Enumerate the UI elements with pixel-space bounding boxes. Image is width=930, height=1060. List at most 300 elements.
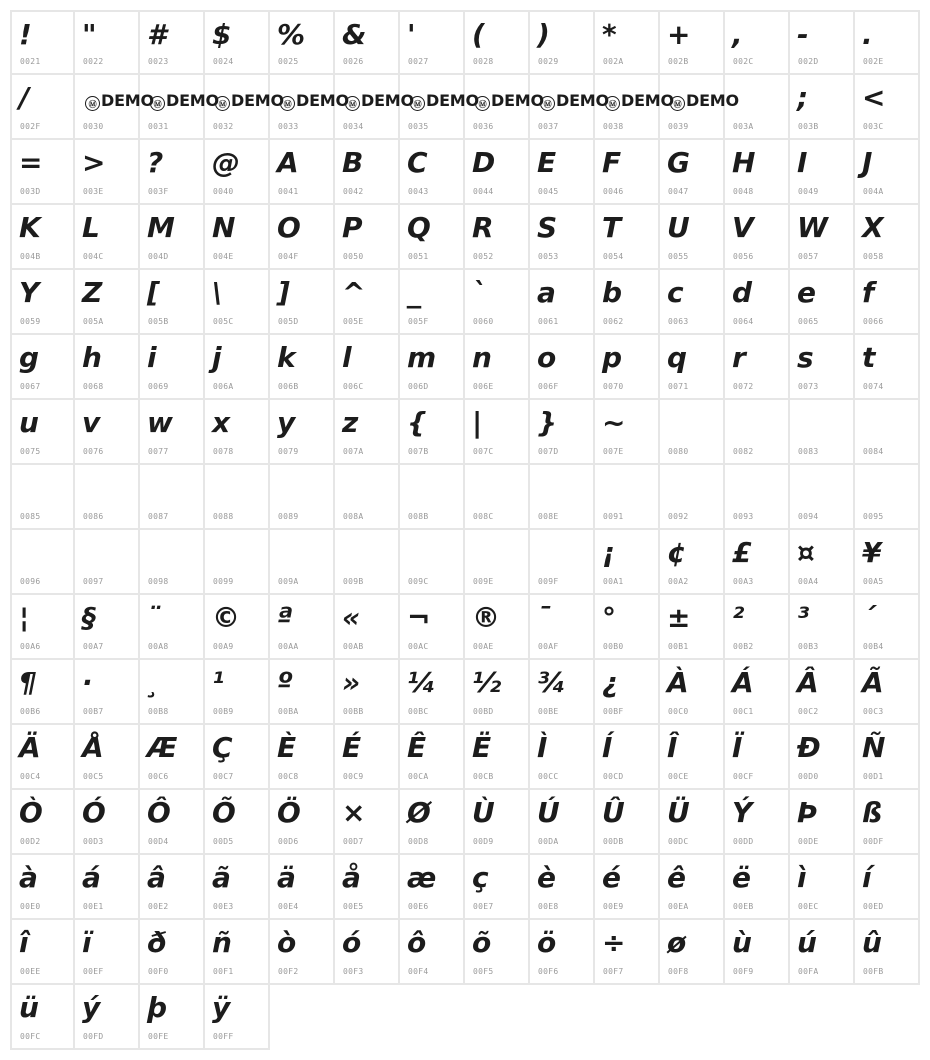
glyph-code-label: 0024 xyxy=(213,57,234,66)
glyph-cell-00cd[interactable] xyxy=(595,725,660,790)
glyph-cell-00fa[interactable] xyxy=(790,920,855,985)
glyph-cell-009c[interactable] xyxy=(400,530,465,595)
glyph-cell-00dd[interactable] xyxy=(725,790,790,855)
glyph-cell-00e0[interactable] xyxy=(10,855,75,920)
glyph-code-label: 0063 xyxy=(668,317,689,326)
glyph-cell-0040[interactable] xyxy=(205,140,270,205)
glyph-cell-004b[interactable] xyxy=(10,205,75,270)
glyph-preview: Ø xyxy=(407,796,431,829)
glyph-preview: ¥ xyxy=(862,536,882,569)
glyph-cell-00ab[interactable] xyxy=(335,595,400,660)
glyph-cell-0052[interactable] xyxy=(465,205,530,270)
glyph-cell-003e[interactable] xyxy=(75,140,140,205)
glyph-preview: B xyxy=(342,146,364,179)
glyph-cell-00a1[interactable] xyxy=(595,530,660,595)
glyph-cell-0080[interactable] xyxy=(660,400,725,465)
glyph-cell-0084[interactable] xyxy=(855,400,920,465)
glyph-cell-00d8[interactable] xyxy=(400,790,465,855)
glyph-preview: é xyxy=(602,861,621,894)
glyph-cell-00a9[interactable] xyxy=(205,595,270,660)
glyph-cell-00e9[interactable] xyxy=(595,855,660,920)
glyph-cell-0043[interactable] xyxy=(400,140,465,205)
glyph-preview: Æ xyxy=(147,731,178,764)
glyph-cell-0035[interactable] xyxy=(400,75,479,140)
glyph-code-label: 00EE xyxy=(20,967,41,976)
glyph-cell-0085[interactable] xyxy=(10,465,75,530)
glyph-code-label: 00D4 xyxy=(148,837,169,846)
glyph-cell-00b8[interactable] xyxy=(140,660,205,725)
glyph-cell-00d9[interactable] xyxy=(465,790,530,855)
glyph-code-label: 007A xyxy=(343,447,364,456)
glyph-cell-003c[interactable] xyxy=(855,75,920,140)
glyph-cell-00e7[interactable] xyxy=(465,855,530,920)
glyph-cell-0095[interactable] xyxy=(855,465,920,530)
demo-watermark xyxy=(150,91,219,111)
glyph-code-label: 00B1 xyxy=(668,642,689,651)
glyph-cell-00c7[interactable] xyxy=(205,725,270,790)
glyph-cell-00a6[interactable] xyxy=(10,595,75,660)
glyph-cell-0039[interactable] xyxy=(660,75,739,140)
glyph-code-label: 0023 xyxy=(148,57,169,66)
demo-watermark-text: DEMO xyxy=(361,91,414,110)
glyph-code-label: 0093 xyxy=(733,512,754,521)
glyph-cell-0053[interactable] xyxy=(530,205,595,270)
glyph-preview: Ô xyxy=(147,796,171,829)
glyph-preview: î xyxy=(19,926,29,959)
glyph-cell-007c[interactable] xyxy=(465,400,530,465)
glyph-code-label: 00A2 xyxy=(668,577,689,586)
glyph-cell-0037[interactable] xyxy=(530,75,609,140)
glyph-cell-004a[interactable] xyxy=(855,140,920,205)
glyph-cell-00c3[interactable] xyxy=(855,660,920,725)
glyph-cell-0048[interactable] xyxy=(725,140,790,205)
glyph-cell-006c[interactable] xyxy=(335,335,400,400)
glyph-cell-0024[interactable] xyxy=(205,10,270,75)
glyph-code-label: 00B4 xyxy=(863,642,884,651)
glyph-cell-00ba[interactable] xyxy=(270,660,335,725)
glyph-cell-0022[interactable] xyxy=(75,10,140,75)
glyph-cell-0046[interactable] xyxy=(595,140,660,205)
glyph-cell-00ae[interactable] xyxy=(465,595,530,660)
glyph-cell-00d0[interactable] xyxy=(790,725,855,790)
glyph-cell-007a[interactable] xyxy=(335,400,400,465)
glyph-code-label: 00B8 xyxy=(148,707,169,716)
glyph-cell-00b6[interactable] xyxy=(10,660,75,725)
glyph-preview: ê xyxy=(667,861,686,894)
glyph-code-label: 0084 xyxy=(863,447,884,456)
glyph-cell-00c1[interactable] xyxy=(725,660,790,725)
glyph-cell-003d[interactable] xyxy=(10,140,75,205)
glyph-cell-0027[interactable] xyxy=(400,10,465,75)
glyph-cell-004d[interactable] xyxy=(140,205,205,270)
glyph-cell-0057[interactable] xyxy=(790,205,855,270)
glyph-preview: ~ xyxy=(602,406,626,439)
glyph-cell-0029[interactable] xyxy=(530,10,595,75)
glyph-cell-00e8[interactable] xyxy=(530,855,595,920)
glyph-code-label: 009F xyxy=(538,577,559,586)
glyph-cell-0066[interactable] xyxy=(855,270,920,335)
glyph-cell-00be[interactable] xyxy=(530,660,595,725)
glyph-cell-0069[interactable] xyxy=(140,335,205,400)
glyph-cell-0056[interactable] xyxy=(725,205,790,270)
glyph-code-label: 0068 xyxy=(83,382,104,391)
glyph-preview: s xyxy=(797,341,814,374)
glyph-code-label: 004C xyxy=(83,252,104,261)
glyph-cell-002c[interactable] xyxy=(725,10,790,75)
glyph-cell-006a[interactable] xyxy=(205,335,270,400)
glyph-cell-00f5[interactable] xyxy=(465,920,530,985)
glyph-cell-009b[interactable] xyxy=(335,530,400,595)
glyph-cell-0049[interactable] xyxy=(790,140,855,205)
glyph-preview: ¡ xyxy=(602,536,615,569)
glyph-code-label: 00DB xyxy=(603,837,624,846)
glyph-cell-00f8[interactable] xyxy=(660,920,725,985)
glyph-cell-003f[interactable] xyxy=(140,140,205,205)
glyph-cell-009f[interactable] xyxy=(530,530,595,595)
glyph-cell-00b3[interactable] xyxy=(790,595,855,660)
glyph-cell-006d[interactable] xyxy=(400,335,465,400)
glyph-cell-005f[interactable] xyxy=(400,270,465,335)
glyph-code-label: 00E7 xyxy=(473,902,494,911)
glyph-code-label: 004F xyxy=(278,252,299,261)
glyph-cell-0036[interactable] xyxy=(465,75,544,140)
glyph-cell-003b[interactable] xyxy=(790,75,855,140)
glyph-preview: q xyxy=(667,341,688,374)
glyph-cell-006f[interactable] xyxy=(530,335,595,400)
glyph-code-label: 00E6 xyxy=(408,902,429,911)
glyph-cell-0068[interactable] xyxy=(75,335,140,400)
glyph-cell-0032[interactable] xyxy=(205,75,284,140)
glyph-cell-00e4[interactable] xyxy=(270,855,335,920)
glyph-cell-009a[interactable] xyxy=(270,530,335,595)
glyph-cell-0099[interactable] xyxy=(205,530,270,595)
glyph-cell-002e[interactable] xyxy=(855,10,920,75)
glyph-cell-007b[interactable] xyxy=(400,400,465,465)
glyph-cell-0055[interactable] xyxy=(660,205,725,270)
glyph-code-label: 00FD xyxy=(83,1032,104,1041)
glyph-cell-005a[interactable] xyxy=(75,270,140,335)
glyph-cell-00f7[interactable] xyxy=(595,920,660,985)
glyph-cell-007d[interactable] xyxy=(530,400,595,465)
glyph-preview: ª xyxy=(277,601,293,634)
glyph-cell-00a4[interactable] xyxy=(790,530,855,595)
glyph-cell-0064[interactable] xyxy=(725,270,790,335)
glyph-cell-0034[interactable] xyxy=(335,75,414,140)
glyph-preview: ÷ xyxy=(602,926,626,959)
glyph-cell-009e[interactable] xyxy=(465,530,530,595)
glyph-cell-0038[interactable] xyxy=(595,75,674,140)
glyph-cell-0072[interactable] xyxy=(725,335,790,400)
glyph-preview: å xyxy=(342,861,361,894)
glyph-cell-00e2[interactable] xyxy=(140,855,205,920)
glyph-code-label: 00FA xyxy=(798,967,819,976)
glyph-code-label: 0050 xyxy=(343,252,364,261)
glyph-cell-0074[interactable] xyxy=(855,335,920,400)
glyph-cell-0075[interactable] xyxy=(10,400,75,465)
glyph-cell-00cc[interactable] xyxy=(530,725,595,790)
glyph-cell-00ac[interactable] xyxy=(400,595,465,660)
glyph-cell-0071[interactable] xyxy=(660,335,725,400)
glyph-cell-00f0[interactable] xyxy=(140,920,205,985)
glyph-preview: § xyxy=(82,601,96,634)
glyph-cell-00aa[interactable] xyxy=(270,595,335,660)
glyph-cell-0030[interactable] xyxy=(75,75,154,140)
glyph-cell-00a8[interactable] xyxy=(140,595,205,660)
glyph-code-label: 0097 xyxy=(83,577,104,586)
glyph-preview: ¬ xyxy=(407,601,431,634)
glyph-preview: i xyxy=(147,341,157,374)
demo-watermark xyxy=(670,91,739,111)
glyph-cell-00ea[interactable] xyxy=(660,855,725,920)
glyph-cell-0078[interactable] xyxy=(205,400,270,465)
glyph-cell-0091[interactable] xyxy=(595,465,660,530)
glyph-code-label: 00D9 xyxy=(473,837,494,846)
glyph-code-label: 0089 xyxy=(278,512,299,521)
glyph-preview: L xyxy=(82,211,100,244)
glyph-cell-0047[interactable] xyxy=(660,140,725,205)
glyph-cell-0065[interactable] xyxy=(790,270,855,335)
glyph-cell-0083[interactable] xyxy=(790,400,855,465)
glyph-cell-005b[interactable] xyxy=(140,270,205,335)
glyph-cell-0058[interactable] xyxy=(855,205,920,270)
glyph-cell-00a7[interactable] xyxy=(75,595,140,660)
glyph-cell-0086[interactable] xyxy=(75,465,140,530)
glyph-cell-0096[interactable] xyxy=(10,530,75,595)
glyph-row xyxy=(10,530,920,595)
glyph-cell-00b0[interactable] xyxy=(595,595,660,660)
glyph-code-label: 0069 xyxy=(148,382,169,391)
glyph-cell-0054[interactable] xyxy=(595,205,660,270)
glyph-cell-0044[interactable] xyxy=(465,140,530,205)
glyph-cell-0060[interactable] xyxy=(465,270,530,335)
glyph-cell-00f3[interactable] xyxy=(335,920,400,985)
demo-watermark xyxy=(410,91,479,111)
glyph-cell-0097[interactable] xyxy=(75,530,140,595)
glyph-cell-00b2[interactable] xyxy=(725,595,790,660)
glyph-code-label: 0080 xyxy=(668,447,689,456)
glyph-cell-0094[interactable] xyxy=(790,465,855,530)
glyph-cell-00f9[interactable] xyxy=(725,920,790,985)
glyph-code-label: 002E xyxy=(863,57,884,66)
glyph-cell-00cf[interactable] xyxy=(725,725,790,790)
glyph-cell-002b[interactable] xyxy=(660,10,725,75)
glyph-cell-0021[interactable] xyxy=(10,10,75,75)
glyph-code-label: 008A xyxy=(343,512,364,521)
glyph-cell-0059[interactable] xyxy=(10,270,75,335)
glyph-cell-002d[interactable] xyxy=(790,10,855,75)
glyph-code-label: 00C0 xyxy=(668,707,689,716)
glyph-code-label: 0061 xyxy=(538,317,559,326)
glyph-code-label: 00FC xyxy=(20,1032,41,1041)
glyph-cell-00a3[interactable] xyxy=(725,530,790,595)
glyph-cell-004e[interactable] xyxy=(205,205,270,270)
glyph-cell-0041[interactable] xyxy=(270,140,335,205)
glyph-cell-00d7[interactable] xyxy=(335,790,400,855)
glyph-cell-0045[interactable] xyxy=(530,140,595,205)
glyph-preview: Û xyxy=(602,796,625,829)
glyph-code-label: 0049 xyxy=(798,187,819,196)
glyph-cell-005e[interactable] xyxy=(335,270,400,335)
glyph-code-label: 00CC xyxy=(538,772,559,781)
glyph-code-label: 00EF xyxy=(83,967,104,976)
glyph-cell-005d[interactable] xyxy=(270,270,335,335)
glyph-preview: ® xyxy=(472,601,500,634)
glyph-cell-0023[interactable] xyxy=(140,10,205,75)
glyph-cell-00e1[interactable] xyxy=(75,855,140,920)
glyph-cell-00eb[interactable] xyxy=(725,855,790,920)
glyph-preview: » xyxy=(342,666,361,699)
glyph-code-label: 00A5 xyxy=(863,577,884,586)
glyph-code-label: 0074 xyxy=(863,382,884,391)
glyph-cell-00b9[interactable] xyxy=(205,660,270,725)
glyph-cell-0025[interactable] xyxy=(270,10,335,75)
glyph-preview: × xyxy=(342,796,366,829)
glyph-cell-00bb[interactable] xyxy=(335,660,400,725)
glyph-cell-0061[interactable] xyxy=(530,270,595,335)
glyph-cell-00c5[interactable] xyxy=(75,725,140,790)
glyph-cell-008c[interactable] xyxy=(465,465,530,530)
glyph-cell-0088[interactable] xyxy=(205,465,270,530)
glyph-cell-00a5[interactable] xyxy=(855,530,920,595)
glyph-cell-00ca[interactable] xyxy=(400,725,465,790)
glyph-cell-00d3[interactable] xyxy=(75,790,140,855)
glyph-cell-0093[interactable] xyxy=(725,465,790,530)
glyph-preview: Ã xyxy=(862,666,884,699)
glyph-cell-00fe[interactable] xyxy=(140,985,205,1050)
glyph-cell-00bd[interactable] xyxy=(465,660,530,725)
glyph-cell-0092[interactable] xyxy=(660,465,725,530)
glyph-cell-00fc[interactable] xyxy=(10,985,75,1050)
glyph-cell-00b1[interactable] xyxy=(660,595,725,660)
glyph-preview: % xyxy=(277,18,306,51)
glyph-cell-00ff[interactable] xyxy=(205,985,270,1050)
glyph-cell-0082[interactable] xyxy=(725,400,790,465)
glyph-cell-00ef[interactable] xyxy=(75,920,140,985)
glyph-code-label: 006F xyxy=(538,382,559,391)
glyph-cell-00fb[interactable] xyxy=(855,920,920,985)
glyph-cell-0051[interactable] xyxy=(400,205,465,270)
glyph-code-label: 003A xyxy=(733,122,754,131)
glyph-cell-00d2[interactable] xyxy=(10,790,75,855)
glyph-cell-00bc[interactable] xyxy=(400,660,465,725)
glyph-cell-006b[interactable] xyxy=(270,335,335,400)
glyph-cell-00d5[interactable] xyxy=(205,790,270,855)
glyph-cell-0087[interactable] xyxy=(140,465,205,530)
glyph-code-label: 00B0 xyxy=(603,642,624,651)
glyph-cell-00c0[interactable] xyxy=(660,660,725,725)
glyph-cell-00c4[interactable] xyxy=(10,725,75,790)
glyph-cell-0089[interactable] xyxy=(270,465,335,530)
glyph-cell-0062[interactable] xyxy=(595,270,660,335)
glyph-cell-00dc[interactable] xyxy=(660,790,725,855)
glyph-cell-00de[interactable] xyxy=(790,790,855,855)
glyph-cell-00f1[interactable] xyxy=(205,920,270,985)
glyph-cell-00fd[interactable] xyxy=(75,985,140,1050)
glyph-cell-0042[interactable] xyxy=(335,140,400,205)
glyph-preview: ð xyxy=(147,926,167,959)
glyph-cell-0026[interactable] xyxy=(335,10,400,75)
glyph-cell-00f2[interactable] xyxy=(270,920,335,985)
glyph-cell-002a[interactable] xyxy=(595,10,660,75)
glyph-preview: @ xyxy=(212,146,240,179)
glyph-cell-00da[interactable] xyxy=(530,790,595,855)
glyph-cell-00f6[interactable] xyxy=(530,920,595,985)
glyph-cell-00db[interactable] xyxy=(595,790,660,855)
glyph-cell-00b7[interactable] xyxy=(75,660,140,725)
glyph-cell-00ec[interactable] xyxy=(790,855,855,920)
glyph-cell-0028[interactable] xyxy=(465,10,530,75)
glyph-cell-0073[interactable] xyxy=(790,335,855,400)
glyph-cell-008b[interactable] xyxy=(400,465,465,530)
glyph-cell-004c[interactable] xyxy=(75,205,140,270)
glyph-cell-00f4[interactable] xyxy=(400,920,465,985)
glyph-cell-00ce[interactable] xyxy=(660,725,725,790)
glyph-cell-0031[interactable] xyxy=(140,75,219,140)
glyph-cell-008e[interactable] xyxy=(530,465,595,530)
glyph-code-label: 0071 xyxy=(668,382,689,391)
glyph-cell-005c[interactable] xyxy=(205,270,270,335)
glyph-code-label: 0064 xyxy=(733,317,754,326)
glyph-cell-00e3[interactable] xyxy=(205,855,270,920)
glyph-cell-0050[interactable] xyxy=(335,205,400,270)
demo-watermark xyxy=(475,91,544,111)
glyph-code-label: 0057 xyxy=(798,252,819,261)
glyph-cell-0067[interactable] xyxy=(10,335,75,400)
glyph-cell-002f[interactable] xyxy=(10,75,75,140)
glyph-cell-0070[interactable] xyxy=(595,335,660,400)
glyph-cell-00b4[interactable] xyxy=(855,595,920,660)
glyph-preview: à xyxy=(19,861,38,894)
glyph-cell-00ed[interactable] xyxy=(855,855,920,920)
glyph-cell-00d6[interactable] xyxy=(270,790,335,855)
glyph-cell-00df[interactable] xyxy=(855,790,920,855)
glyph-code-label: 0070 xyxy=(603,382,624,391)
glyph-code-label: 00DD xyxy=(733,837,754,846)
glyph-preview: ¨ xyxy=(147,601,161,634)
glyph-cell-0063[interactable] xyxy=(660,270,725,335)
glyph-cell-00cb[interactable] xyxy=(465,725,530,790)
glyph-cell-00c2[interactable] xyxy=(790,660,855,725)
glyph-cell-007e[interactable] xyxy=(595,400,660,465)
glyph-cell-00c9[interactable] xyxy=(335,725,400,790)
glyph-cell-0033[interactable] xyxy=(270,75,349,140)
glyph-cell-004f[interactable] xyxy=(270,205,335,270)
glyph-cell-00d1[interactable] xyxy=(855,725,920,790)
glyph-cell-0098[interactable] xyxy=(140,530,205,595)
glyph-cell-006e[interactable] xyxy=(465,335,530,400)
glyph-cell-00af[interactable] xyxy=(530,595,595,660)
glyph-preview: ( xyxy=(472,18,485,51)
glyph-cell-00e6[interactable] xyxy=(400,855,465,920)
glyph-cell-00c8[interactable] xyxy=(270,725,335,790)
glyph-preview: ] xyxy=(277,276,290,309)
glyph-code-label: 0046 xyxy=(603,187,624,196)
glyph-cell-0076[interactable] xyxy=(75,400,140,465)
glyph-code-label: 0088 xyxy=(213,512,234,521)
glyph-cell-00ee[interactable] xyxy=(10,920,75,985)
glyph-cell-00bf[interactable] xyxy=(595,660,660,725)
glyph-preview: û xyxy=(862,926,882,959)
glyph-preview: ½ xyxy=(472,666,501,699)
glyph-cell-00a2[interactable] xyxy=(660,530,725,595)
glyph-cell-008a[interactable] xyxy=(335,465,400,530)
glyph-cell-00c6[interactable] xyxy=(140,725,205,790)
glyph-code-label: 0034 xyxy=(343,122,364,131)
glyph-cell-00d4[interactable] xyxy=(140,790,205,855)
glyph-cell-00e5[interactable] xyxy=(335,855,400,920)
glyph-cell-0079[interactable] xyxy=(270,400,335,465)
glyph-cell-0077[interactable] xyxy=(140,400,205,465)
